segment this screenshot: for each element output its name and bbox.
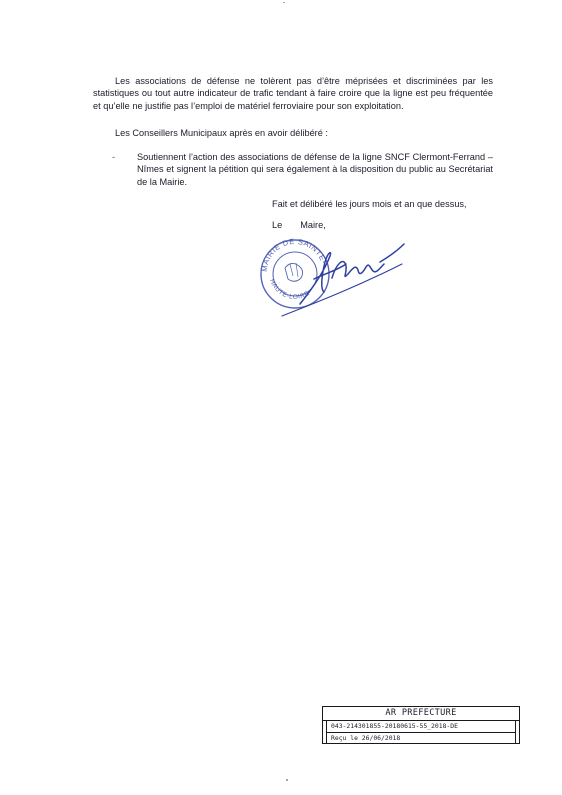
signature-icon — [282, 244, 404, 316]
bullet-dash-icon: - — [112, 152, 116, 162]
paragraph-conseillers: Les Conseillers Municipaux après en avoir délibéré : — [115, 128, 328, 138]
seal-top-text: MAIRIE DE SAINTE- — [259, 236, 329, 273]
scan-speck — [286, 779, 288, 781]
signatory-line — [272, 220, 326, 230]
scan-speck — [283, 2, 285, 3]
resolution-text: Soutiennent l’action des associations de défense de la ligne SNCF Clermont-Ferrand – Nîmes et signent la pétition qui sera également à la disposition du public au Secrétariat de la Mairie. — [137, 152, 493, 187]
resolution-list-item — [112, 151, 493, 188]
mayor-stamp-and-signature — [252, 234, 412, 319]
date-label: Le — [272, 220, 283, 230]
paragraph-associations: Les associations de défense ne tolèrent pas d’être méprisées et discriminées par les statistiques ou tout autre indicateur de trafic tendant à faire croire que la ligne est peu fréquentée et qu’elle ne justifie pas l’emploi de matériel ferroviaire pour son exploitation. — [93, 76, 493, 111]
ar-prefecture-box — [322, 706, 520, 744]
ar-prefecture-received-date: Reçu le 26/06/2018 — [331, 733, 401, 742]
closing-statement: Fait et délibéré les jours mois et an que dessus, — [272, 199, 467, 209]
ar-prefecture-reference: 043-214301855-20180615-55_2018-DE — [327, 721, 515, 733]
ar-prefecture-title: AR PREFECTURE — [323, 707, 519, 721]
seal-bottom-text: HAUTE-LOIRE — [268, 278, 311, 301]
signatory-title: Maire, — [300, 220, 326, 230]
